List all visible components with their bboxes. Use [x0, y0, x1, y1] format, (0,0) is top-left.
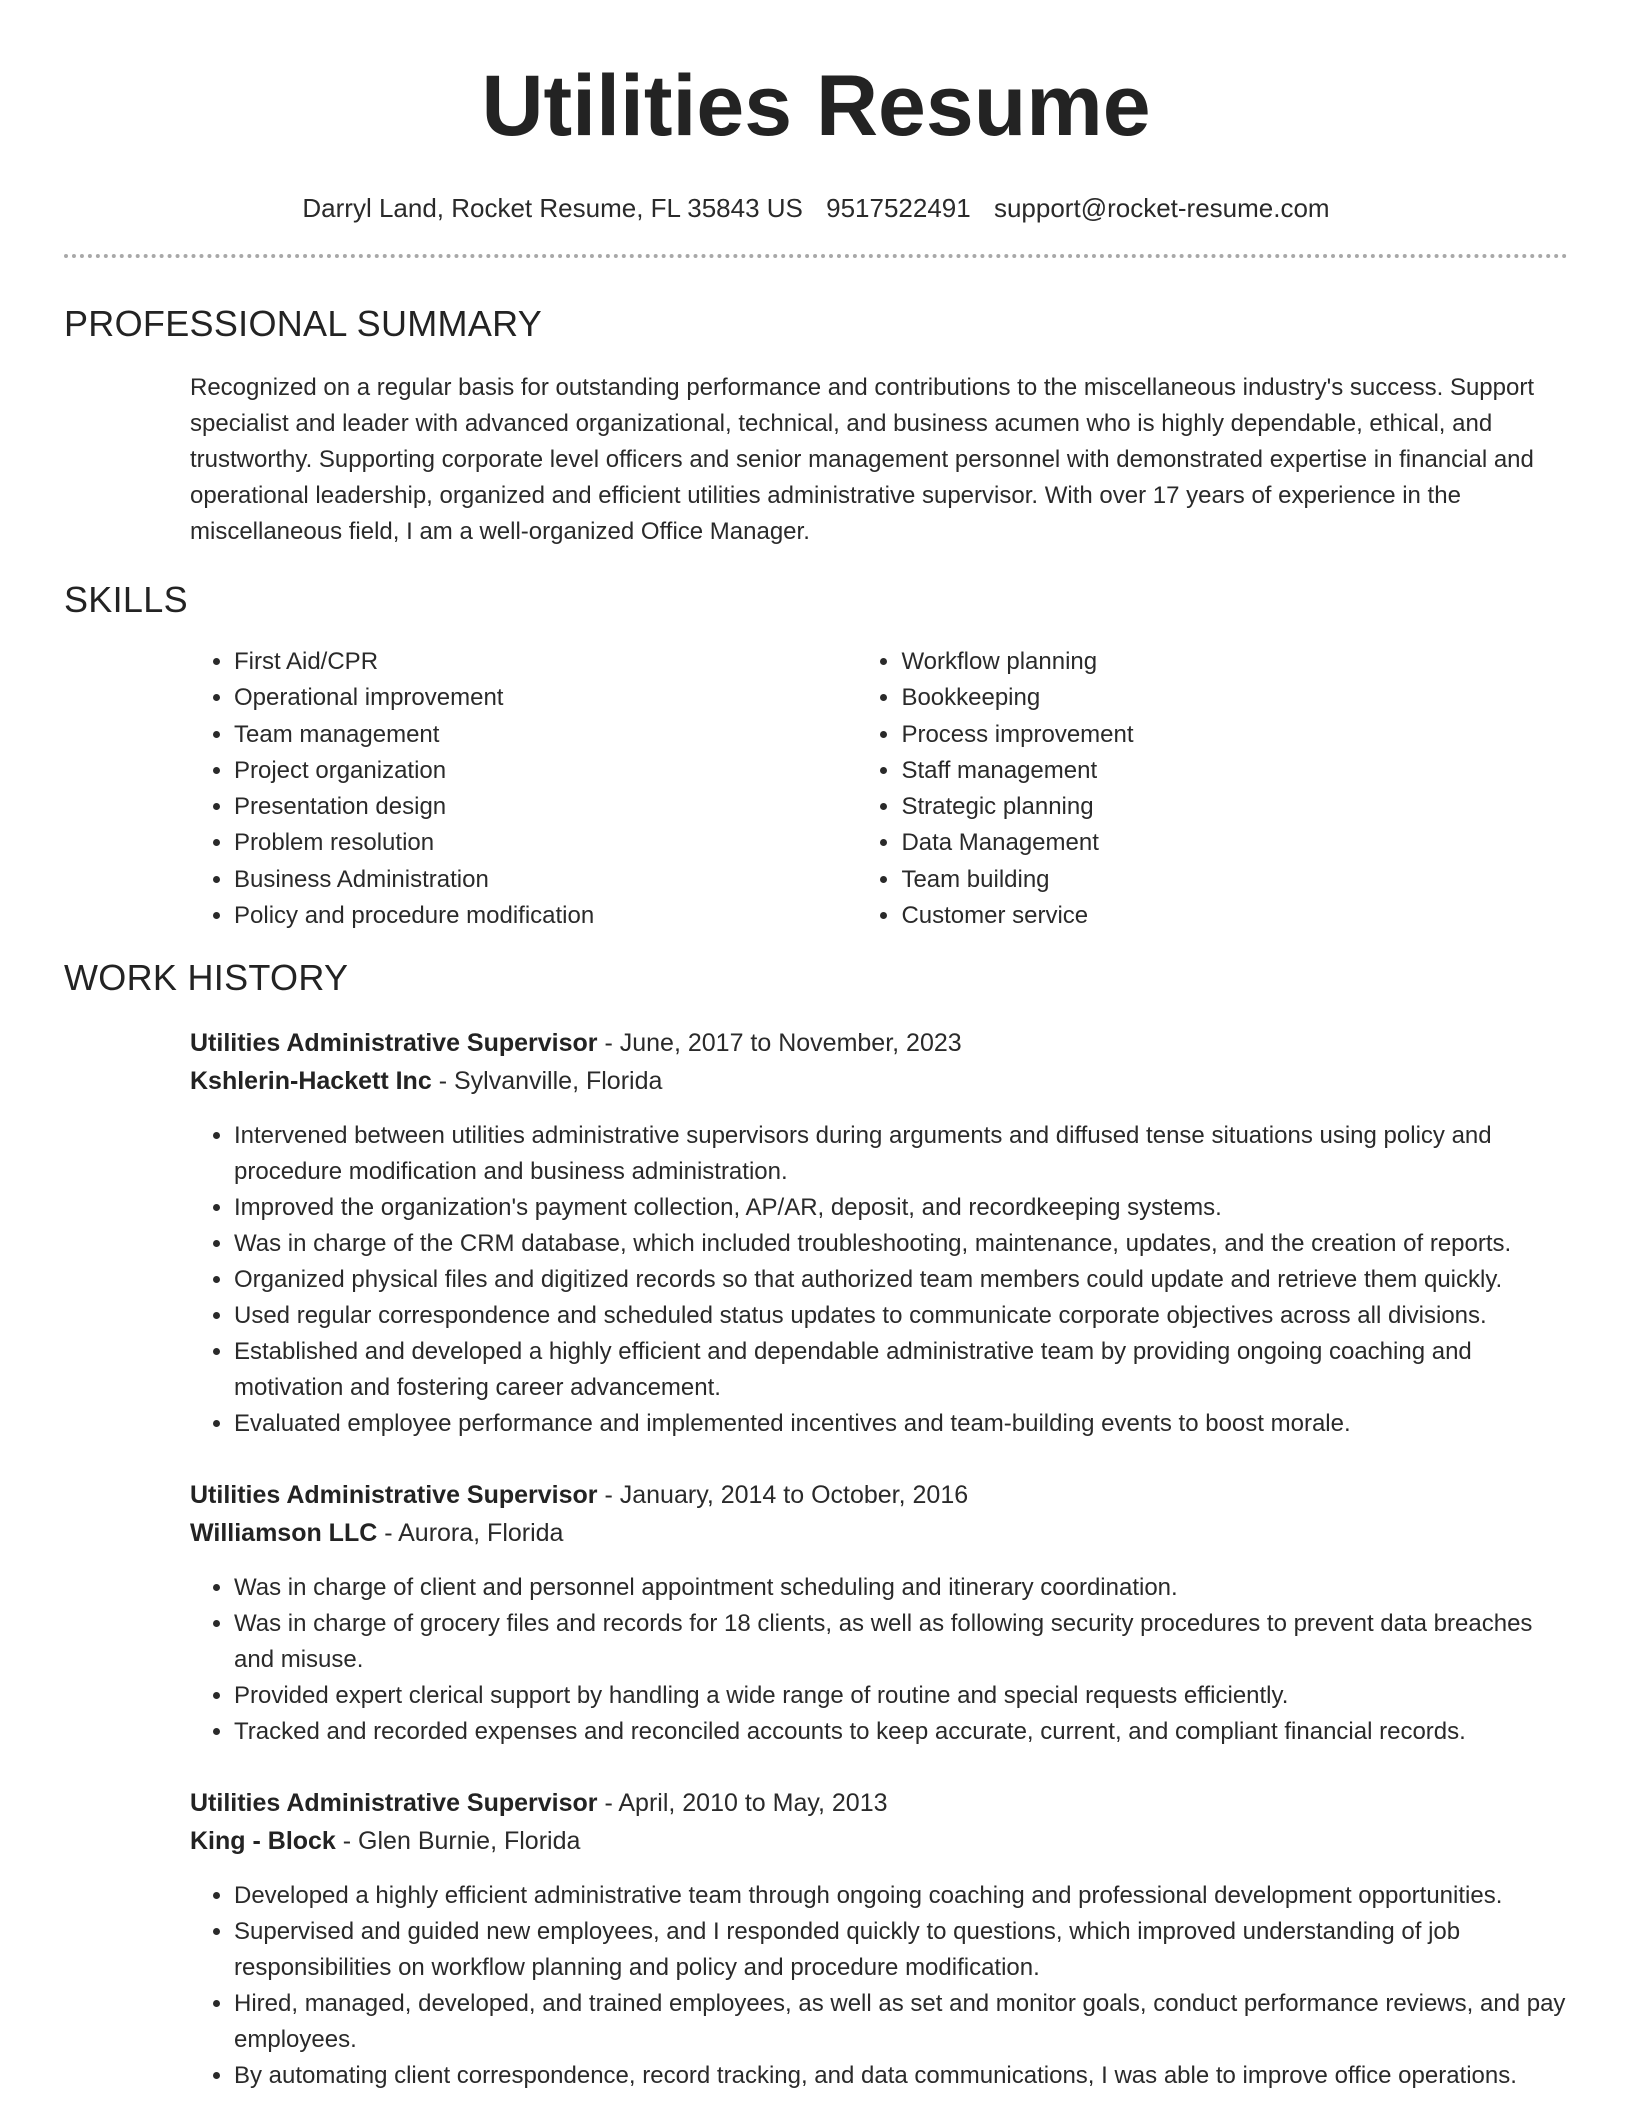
job-role: Utilities Administrative Supervisor — [190, 1481, 598, 1510]
skill-item: • Project organization — [234, 753, 857, 789]
job-title-line — [190, 1024, 1568, 1062]
job-bullets — [190, 1878, 1568, 2094]
job-dates: - January, 2014 to October, 2016 — [597, 1481, 969, 1510]
skill-item: • Customer service — [901, 898, 1568, 934]
page-title: Utilities Resume — [481, 58, 1151, 154]
contact-line — [64, 192, 1568, 224]
skills-list — [190, 644, 1568, 934]
work-history-heading: WORK HISTORY — [64, 957, 349, 999]
job-bullet: • Organized physical files and digitized records so that authorized team members could update and retrieve them quickly. — [234, 1262, 1568, 1298]
contact-email[interactable]: support@rocket-resume.com — [993, 193, 1330, 223]
contact-address: Darryl Land, Rocket Resume, FL 35843 US — [302, 193, 803, 223]
summary-heading: PROFESSIONAL SUMMARY — [64, 303, 543, 344]
job-bullet: • Developed a highly efficient administrative team through ongoing coaching and professional development opportunities. — [234, 1878, 1568, 1914]
skill-item: • Business Administration — [234, 862, 857, 898]
job-location: - Sylvanville, Florida — [431, 1067, 663, 1096]
job-bullet: • Evaluated employee performance and implemented incentives and team-building events to boost morale. — [234, 1406, 1568, 1442]
job-title-line — [190, 1476, 1568, 1514]
skill-item: • Workflow planning — [901, 644, 1568, 680]
job-entry — [190, 1476, 1568, 1750]
job-location: - Aurora, Florida — [377, 1519, 564, 1548]
job-bullet: • Tracked and recorded expenses and reconciled accounts to keep accurate, current, and compliant financial records. — [234, 1714, 1568, 1750]
job-bullet: • Supervised and guided new employees, and I responded quickly to questions, which improved understanding of job responsibilities on workflow planning and policy and procedure modification. — [234, 1914, 1568, 1986]
job-entry — [190, 1024, 1568, 1442]
skill-item: • Presentation design — [234, 789, 857, 825]
job-bullet: • By automating client correspondence, record tracking, and data communications, I was able to improve office operations. — [234, 2058, 1568, 2094]
job-bullet: • Used regular correspondence and scheduled status updates to communicate corporate objectives across all divisions. — [234, 1298, 1568, 1334]
contact-phone: 9517522491 — [826, 193, 971, 223]
job-title-line — [190, 1784, 1568, 1822]
skill-item: • Problem resolution — [234, 825, 857, 861]
skill-item: • Data Management — [901, 825, 1568, 861]
skill-item: • First Aid/CPR — [234, 644, 857, 680]
job-company: King - Block — [190, 1827, 336, 1856]
job-bullets — [190, 1570, 1568, 1750]
job-company-line — [190, 1514, 1568, 1552]
job-company: Kshlerin-Hackett Inc — [190, 1067, 432, 1096]
resume-page — [64, 0, 1568, 2094]
header-divider — [64, 254, 1568, 258]
job-dates: - April, 2010 to May, 2013 — [597, 1789, 888, 1818]
job-bullet: • Was in charge of grocery files and records for 18 clients, as well as following security procedures to prevent data breaches and misuse. — [234, 1606, 1568, 1678]
job-bullets — [190, 1118, 1568, 1442]
summary-text: Recognized on a regular basis for outstanding performance and contributions to the miscellaneous industry's success. Support specialist and leader with advanced organizational, technical, and business acumen who is highly dependable, ethical, and trustworthy. Supporting corporate level officers and senior management personnel with demonstrated expertise in financial and operational leadership, organized and efficient utilities administrative supervisor. With over 17 years of experience in the miscellaneous field, I am a well-organized Office Manager. — [190, 374, 1534, 545]
skill-item: • Operational improvement — [234, 680, 857, 716]
skill-item: • Bookkeeping — [901, 680, 1568, 716]
skill-item: • Team management — [234, 717, 857, 753]
skill-item: • Process improvement — [901, 717, 1568, 753]
job-company-line — [190, 1822, 1568, 1860]
job-bullet: • Hired, managed, developed, and trained employees, as well as set and monitor goals, conduct performance reviews, and pay employees. — [234, 1986, 1568, 2058]
job-role: Utilities Administrative Supervisor — [190, 1029, 598, 1058]
job-bullet: • Was in charge of the CRM database, which included troubleshooting, maintenance, updates, and the creation of reports. — [234, 1226, 1568, 1262]
job-dates: - June, 2017 to November, 2023 — [597, 1029, 962, 1058]
skill-item: • Policy and procedure modification — [234, 898, 857, 934]
job-location: - Glen Burnie, Florida — [335, 1827, 581, 1856]
skill-item: • Team building — [901, 862, 1568, 898]
skills-heading: SKILLS — [64, 579, 188, 620]
skill-item: • Staff management — [901, 753, 1568, 789]
skill-item: • Strategic planning — [901, 789, 1568, 825]
job-bullet: • Was in charge of client and personnel appointment scheduling and itinerary coordination. — [234, 1570, 1568, 1606]
job-entry — [190, 1784, 1568, 2094]
job-company-line — [190, 1062, 1568, 1100]
job-bullet: • Intervened between utilities administrative supervisors during arguments and diffused tense situations using policy and procedure modification and business administration. — [234, 1118, 1568, 1190]
job-company: Williamson LLC — [190, 1519, 378, 1548]
job-bullet: • Improved the organization's payment collection, AP/AR, deposit, and recordkeeping systems. — [234, 1190, 1568, 1226]
job-bullet: • Provided expert clerical support by handling a wide range of routine and special requests efficiently. — [234, 1678, 1568, 1714]
job-bullet: • Established and developed a highly efficient and dependable administrative team by providing ongoing coaching and motivation and fostering career advancement. — [234, 1334, 1568, 1406]
skills-column-left — [190, 644, 857, 934]
job-role: Utilities Administrative Supervisor — [190, 1789, 598, 1818]
skills-column-right — [857, 644, 1568, 934]
